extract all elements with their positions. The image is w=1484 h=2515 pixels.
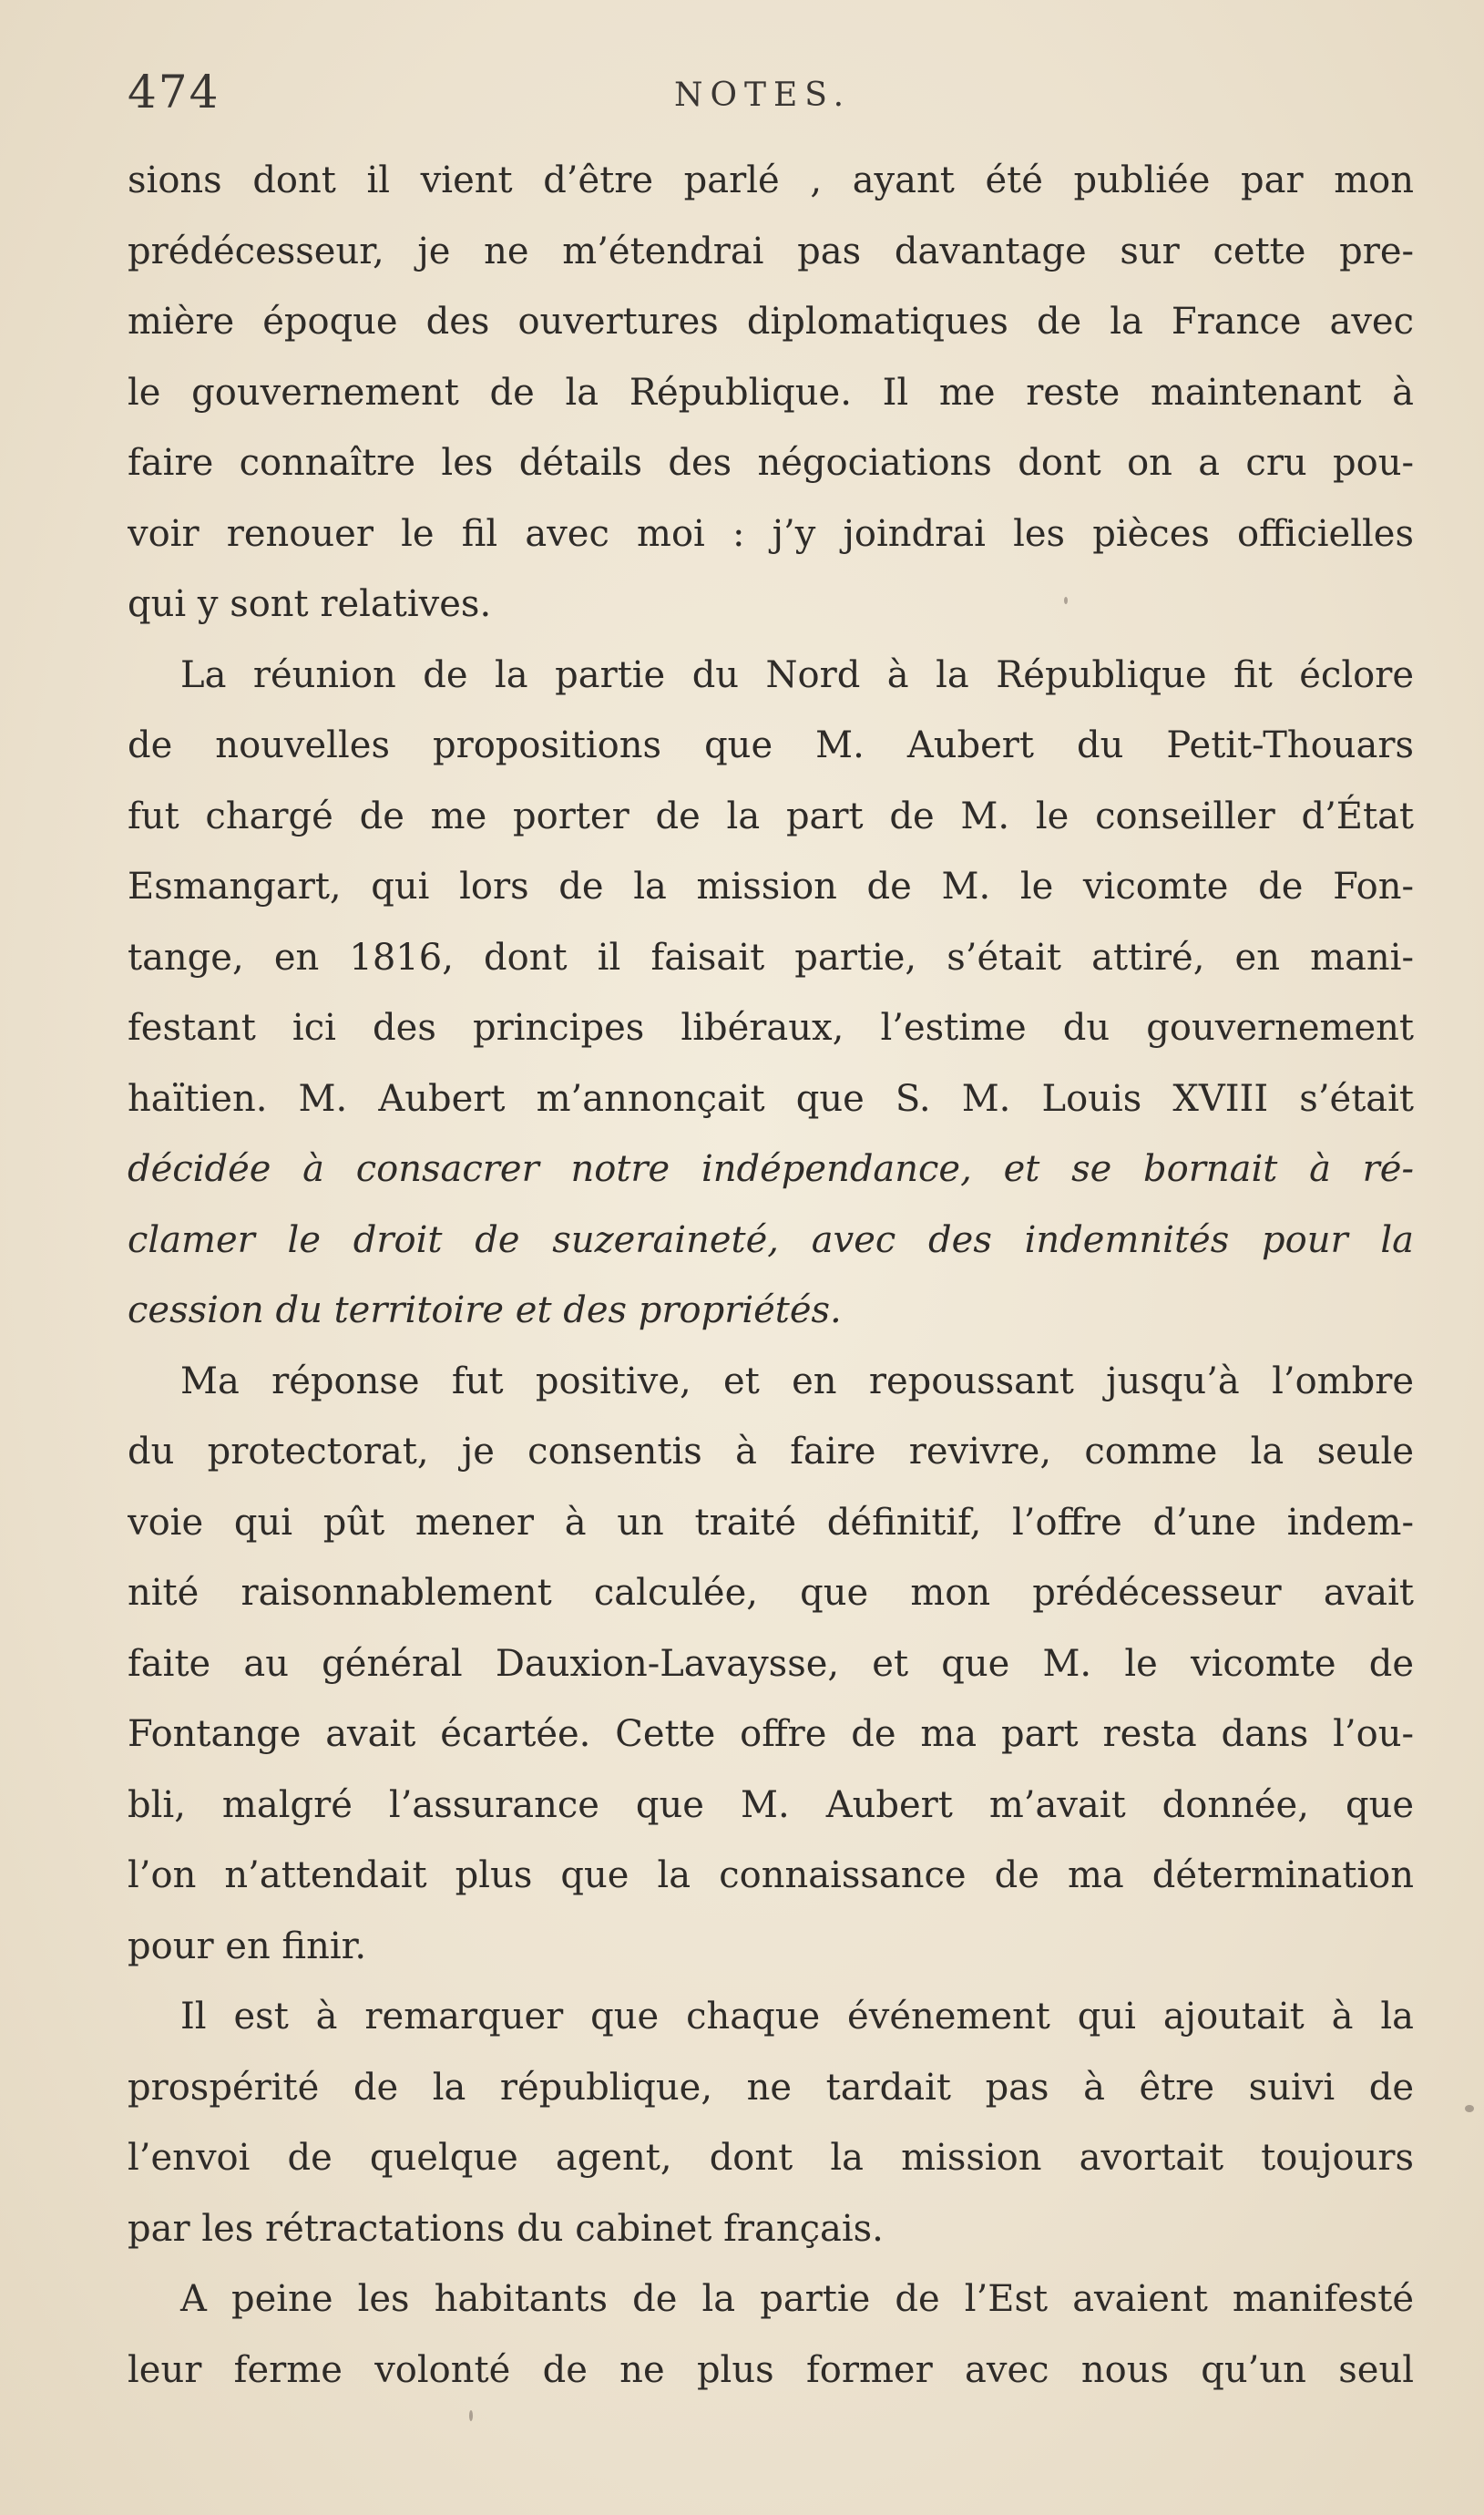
text-line: l’on n’attendait plus que la connaissance de ma détermination xyxy=(128,1854,1414,1896)
text-line: décidée à consacrer notre indépendance, et se bornait à ré- xyxy=(128,1148,1414,1190)
text-line: Fontange avait écartée. Cette offre de ma part resta dans l’ou- xyxy=(128,1713,1414,1755)
text-line: faire connaître les détails des négociations dont on a cru pou- xyxy=(128,442,1414,484)
ink-speck xyxy=(1064,597,1068,604)
text-line: mière époque des ouvertures diplomatiques de la France avec xyxy=(128,301,1414,343)
text-line: prospérité de la république, ne tardait pas à être suivi de xyxy=(128,2066,1414,2109)
text-line: par les rétractations du cabinet français. xyxy=(128,2207,884,2250)
text-line: Il est à remarquer que chaque événement qui ajoutait à la xyxy=(180,1996,1414,2038)
text-line: leur ferme volonté de ne plus former avec nous qu’un seul xyxy=(128,2348,1414,2391)
text-line: Ma réponse fut positive, et en repoussant jusqu’à l’ombre xyxy=(180,1360,1414,1402)
ink-speck xyxy=(469,2410,473,2421)
body-text xyxy=(128,146,1414,2406)
text-line: l’envoi de quelque agent, dont la mission avortait toujours xyxy=(128,2137,1414,2179)
page-header xyxy=(128,66,1421,129)
text-line: du protectorat, je consentis à faire revivre, comme la seule xyxy=(128,1431,1414,1473)
text-line: voir renouer le fil avec moi : j’y joindrai les pièces officielles xyxy=(128,512,1414,555)
text-line: A peine les habitants de la partie de l’Est avaient manifesté xyxy=(180,2278,1414,2320)
ink-speck xyxy=(1465,2105,1474,2112)
text-line: haïtien. M. Aubert m’annonçait que S. M. Louis XVIII s’était xyxy=(128,1077,1414,1120)
text-line: cession du territoire et des propriétés. xyxy=(128,1289,842,1331)
text-line: voie qui pût mener à un traité définitif, l’offre d’une indem- xyxy=(128,1501,1414,1544)
running-head: NOTES. xyxy=(674,77,852,114)
text-line: le gouvernement de la République. Il me reste maintenant à xyxy=(128,371,1414,414)
text-line: de nouvelles propositions que M. Aubert du Petit-Thouars xyxy=(128,724,1414,766)
text-line: faite au général Dauxion-Lavaysse, et que M. le vicomte de xyxy=(128,1642,1414,1685)
text-line: pour en finir. xyxy=(128,1925,367,1967)
text-line: nité raisonnablement calculée, que mon prédécesseur avait xyxy=(128,1572,1414,1614)
text-line: tange, en 1816, dont il faisait partie, s’était attiré, en mani- xyxy=(128,936,1414,979)
text-line: Esmangart, qui lors de la mission de M. le vicomte de Fon- xyxy=(128,866,1414,908)
text-line: qui y sont relatives. xyxy=(128,583,492,625)
text-line: prédécesseur, je ne m’étendrai pas davantage sur cette pre- xyxy=(128,230,1414,272)
text-line: fut chargé de me porter de la part de M. le conseiller d’État xyxy=(128,795,1414,837)
text-line: festant ici des principes libéraux, l’estime du gouvernement xyxy=(128,1007,1414,1049)
page-number: 474 xyxy=(128,66,220,118)
text-line: clamer le droit de suzeraineté, avec des indemnités pour la xyxy=(128,1218,1414,1261)
text-line: sions dont il vient d’être parlé , ayant été publiée par mon xyxy=(128,159,1414,201)
text-line: La réunion de la partie du Nord à la République fit éclore xyxy=(180,653,1414,696)
text-line: bli, malgré l’assurance que M. Aubert m’avait donnée, que xyxy=(128,1783,1414,1826)
